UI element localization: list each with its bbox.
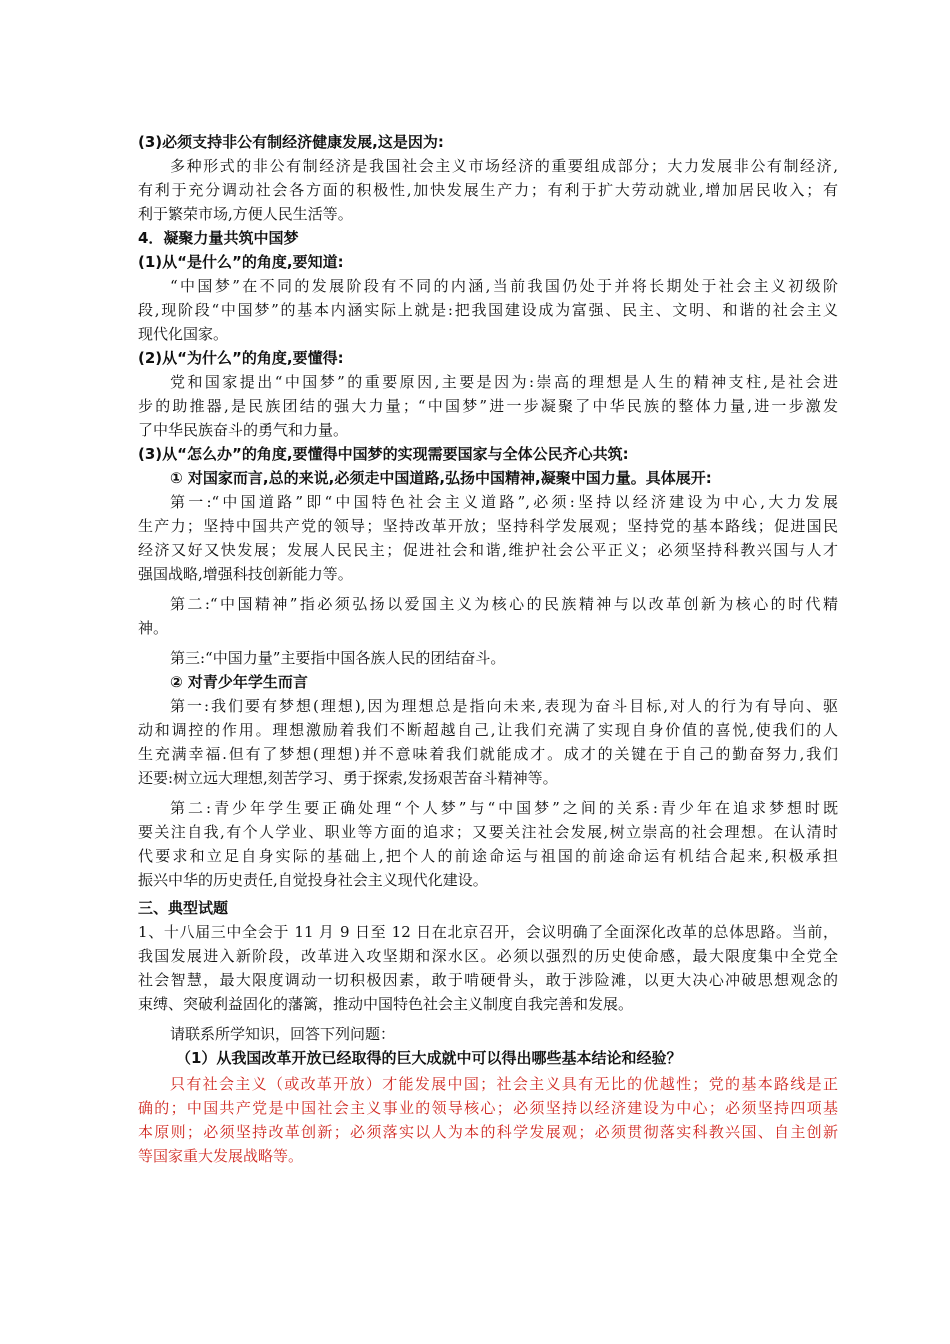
paragraph-line: 要关注自我,有个人学业、职业等方面的追求；又要关注社会发展,树立崇高的社会理想。在认清时 <box>138 823 838 841</box>
question-line: 束缚、突破利益固化的藩篱，推动中国特色社会主义制度自我完善和发展。 <box>138 995 634 1013</box>
question-line: 1、十八届三中全会于 11 月 9 日至 12 日在北京召开，会议明确了全面深化改革的总体思路。当前， <box>138 923 838 941</box>
subheading-what: (1)从“是什么”的角度,要知道: <box>138 253 344 271</box>
question-prompt: 请联系所学知识，回答下列问题： <box>170 1025 396 1043</box>
paragraph-line: 振兴中华的历史责任,自觉投身社会主义现代化建设。 <box>138 871 488 889</box>
paragraph-line: 党和国家提出“中国梦”的重要原因,主要是因为:崇高的理想是人生的精神支柱,是社会进 <box>170 373 838 391</box>
paragraph-line: 第三:“中国力量”主要指中国各族人民的团结奋斗。 <box>170 649 506 667</box>
paragraph-line: 有利于充分调动社会各方面的积极性,加快发展生产力；有利于扩大劳动就业,增加居民收入；有 <box>138 181 838 199</box>
paragraph-line: 现代化国家。 <box>138 325 229 343</box>
paragraph-line: 第一:“中国道路”即“中国特色社会主义道路”,必须:坚持以经济建设为中心,大力发展 <box>170 493 838 511</box>
paragraph-line: 代要求和立足自身实际的基础上,把个人的前途命运与祖国的前途命运有机结合起来,积极承担 <box>138 847 838 865</box>
subheading-why: (2)从“为什么”的角度,要懂得: <box>138 349 344 367</box>
section-4-heading: 4．凝聚力量共筑中国梦 <box>138 229 299 247</box>
paragraph-line: “中国梦”在不同的发展阶段有不同的内涵,当前我国仍处于并将长期处于社会主义初级阶 <box>170 277 838 295</box>
answer-line: 只有社会主义（或改革开放）才能发展中国；社会主义具有无比的优越性；党的基本路线是正 <box>170 1075 838 1093</box>
paragraph-line: 步的助推器,是民族团结的强大力量；“中国梦”进一步凝聚了中华民族的整体力量,进一步激发 <box>138 397 838 415</box>
paragraph-line: 多种形式的非公有制经济是我国社会主义市场经济的重要组成部分；大力发展非公有制经济, <box>170 157 838 175</box>
paragraph-line: 第二:“中国精神”指必须弘扬以爱国主义为核心的民族精神与以改革创新为核心的时代精 <box>170 595 838 613</box>
answer-line: 本原则；必须坚持改革创新；必须落实以人为本的科学发展观；必须贯彻落实科教兴国、自主创新 <box>138 1123 838 1141</box>
section-3-heading: 三、典型试题 <box>138 899 229 917</box>
question-line: 我国发展进入新阶段，改革进入攻坚期和深水区。必须以强烈的历史使命感，最大限度集中全党全 <box>138 947 838 965</box>
paragraph-line: 第二:青少年学生要正确处理“个人梦”与“中国梦”之间的关系:青少年在追求梦想时既 <box>170 799 838 817</box>
paragraph-line: 动和调控的作用。理想激励着我们不断超越自己,让我们充满了实现自身价值的喜悦,使我们的人 <box>138 721 838 739</box>
paragraph-line: 了中华民族奋斗的勇气和力量。 <box>138 421 349 439</box>
answer-line: 等国家重大发展战略等。 <box>138 1147 304 1165</box>
paragraph-line: 段,现阶段“中国梦”的基本内涵实际上就是:把我国建设成为富强、民主、文明、和谐的社会主义 <box>138 301 838 319</box>
item-3-heading: (3)必须支持非公有制经济健康发展,这是因为: <box>138 133 444 151</box>
point-1-heading: ① 对国家而言,总的来说,必须走中国道路,弘扬中国精神,凝聚中国力量。具体展开: <box>170 469 712 487</box>
paragraph-line: 神。 <box>138 619 169 637</box>
paragraph-line: 第一:我们要有梦想(理想),因为理想总是指向未来,表现为奋斗目标,对人的行为有导向、驱 <box>170 697 838 715</box>
paragraph-line: 还要:树立远大理想,刻苦学习、勇于探索,发扬艰苦奋斗精神等。 <box>138 769 558 787</box>
paragraph-line: 生充满幸福.但有了梦想(理想)并不意味着我们就能成才。成才的关键在于自己的勤奋努力,我们 <box>138 745 838 763</box>
paragraph-line: 生产力；坚持中国共产党的领导；坚持改革开放；坚持科学发展观；坚持党的基本路线；促进国民 <box>138 517 838 535</box>
paragraph-line: 利于繁荣市场,方便人民生活等。 <box>138 205 353 223</box>
paragraph-line: 经济又好又快发展；发展人民民主；促进社会和谐,维护社会公平正义；必须坚持科教兴国与人才 <box>138 541 838 559</box>
point-2-heading: ② 对青少年学生而言 <box>170 673 308 691</box>
paragraph-line: 强国战略,增强科技创新能力等。 <box>138 565 353 583</box>
sub-question-1: （1）从我国改革开放已经取得的巨大成就中可以得出哪些基本结论和经验？ <box>176 1049 682 1067</box>
subheading-how: (3)从“怎么办”的角度,要懂得中国梦的实现需要国家与全体公民齐心共筑: <box>138 445 629 463</box>
answer-line: 确的；中国共产党是中国社会主义事业的领导核心；必须坚持以经济建设为中心；必须坚持四项基 <box>138 1099 838 1117</box>
question-line: 社会智慧，最大限度调动一切积极因素，敢于啃硬骨头，敢于涉险滩，以更大决心冲破思想观念的 <box>138 971 838 989</box>
